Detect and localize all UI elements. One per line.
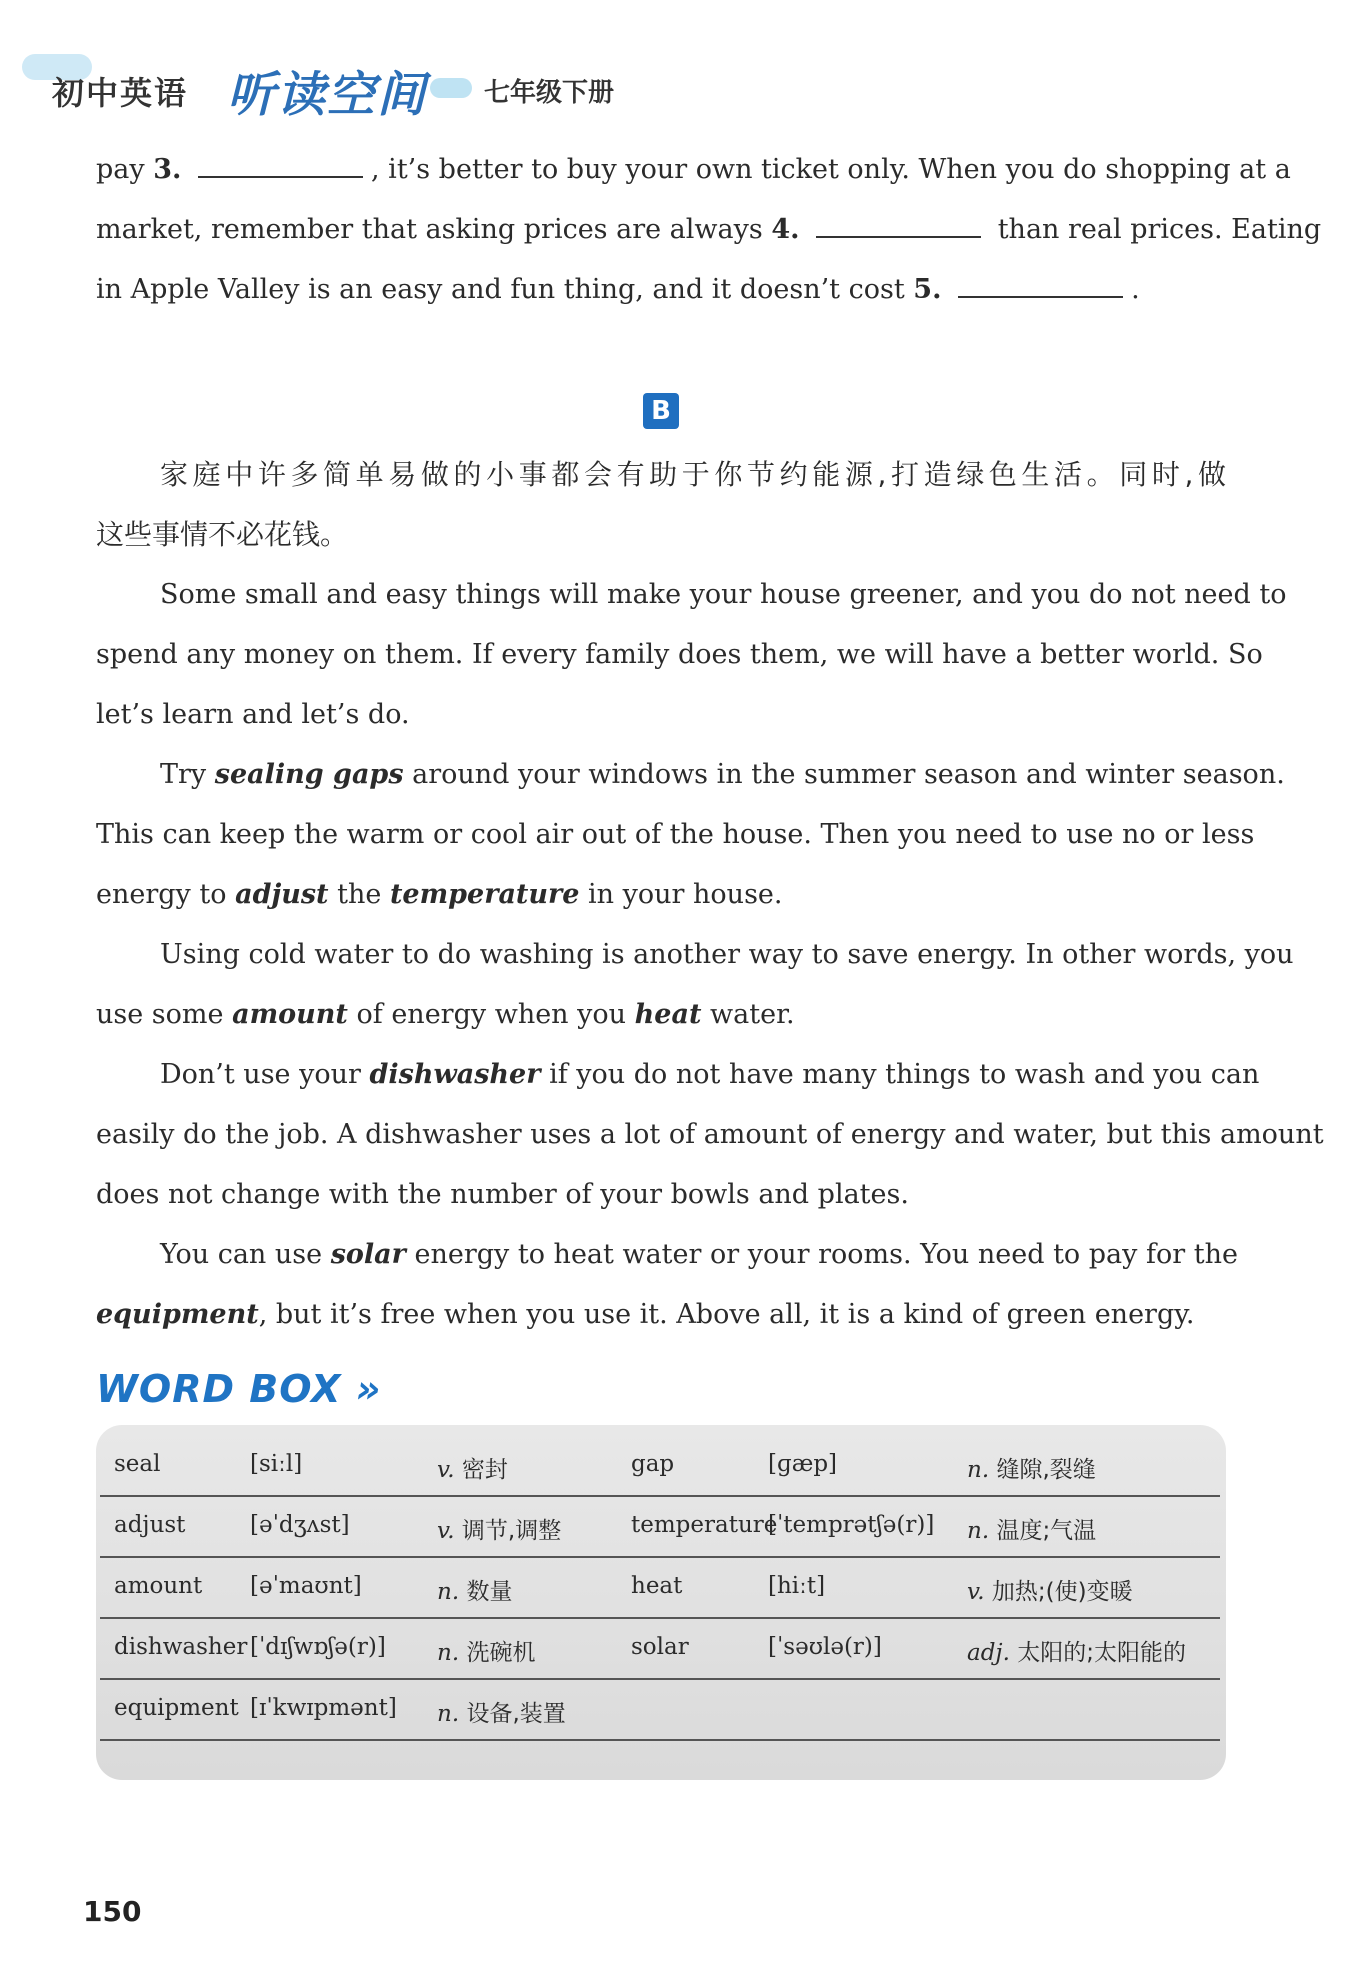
blank-number: 5. bbox=[913, 274, 942, 305]
vocab-highlight: solar bbox=[330, 1239, 406, 1270]
brand-logo: 听读空间 bbox=[227, 67, 428, 123]
text-line: This can keep the warm or cool air out of the house. Then you need to use no or less bbox=[96, 819, 1255, 850]
text-line: equipment, but it’s free when you use it. Above all, it is a kind of green energy. bbox=[96, 1299, 1195, 1330]
grade-label: 七年级下册 bbox=[484, 78, 615, 108]
part-a-continued bbox=[96, 140, 1322, 320]
intro-zh-line: 家庭中许多简单易做的小事都会有助于你节约能源,打造绿色生活。同时,做 bbox=[160, 458, 1226, 491]
table-row: seal [siːl] v. 密封 gap [ɡæp] n. 缝隙,裂缝 bbox=[100, 1435, 1220, 1497]
vocab-highlight: sealing gaps bbox=[214, 759, 404, 790]
answer-blank-4[interactable] bbox=[816, 212, 981, 238]
page-number: 150 bbox=[83, 1895, 142, 1928]
section-b-text bbox=[96, 445, 1324, 1345]
text-line: use some amount of energy when you heat water. bbox=[96, 999, 795, 1030]
cloud-decoration-icon bbox=[430, 78, 472, 98]
text-line: let’s learn and let’s do. bbox=[96, 699, 410, 730]
series-title: 初中英语 bbox=[52, 74, 189, 112]
page-header bbox=[22, 50, 1222, 130]
answer-blank-3[interactable] bbox=[198, 152, 363, 178]
intro-zh-line: 这些事情不必花钱。 bbox=[96, 518, 349, 551]
text-line: Using cold water to do washing is another way to save energy. In other words, you bbox=[160, 939, 1294, 970]
table-row: equipment [ɪˈkwɪpmənt] n. 设备,装置 bbox=[100, 1679, 1220, 1741]
text-line: Don’t use your dishwasher if you do not have many things to wash and you can bbox=[160, 1059, 1260, 1090]
text-line: in Apple Valley is an easy and fun thing, and it doesn’t cost 5. . bbox=[96, 274, 1140, 305]
text-line: easily do the job. A dishwasher uses a lot of amount of energy and water, but this amount bbox=[96, 1119, 1324, 1150]
blank-number: 4. bbox=[771, 214, 800, 245]
text-line: pay 3. , it’s better to buy your own ticket only. When you do shopping at a bbox=[96, 154, 1291, 185]
word-box-title: WORD BOX » bbox=[96, 1367, 382, 1411]
text-line: Some small and easy things will make your house greener, and you do not need to bbox=[160, 579, 1287, 610]
vocab-highlight: amount bbox=[232, 999, 348, 1030]
word-box-table bbox=[96, 1425, 1226, 1780]
answer-blank-5[interactable] bbox=[958, 272, 1123, 298]
table-row: amount [əˈmaʊnt] n. 数量 heat [hiːt] v. 加热;(使)变暖 bbox=[100, 1557, 1220, 1619]
vocab-highlight: equipment bbox=[96, 1299, 259, 1330]
section-b-badge: B bbox=[643, 393, 679, 429]
text-line: energy to adjust the temperature in your house. bbox=[96, 879, 783, 910]
text-line: Try sealing gaps around your windows in the summer season and winter season. bbox=[160, 759, 1285, 790]
text-line: You can use solar energy to heat water or your rooms. You need to pay for the bbox=[160, 1239, 1238, 1270]
table-row: adjust [əˈdʒʌst] v. 调节,调整 temperature [ˈtemprətʃə(r)] n. 温度;气温 bbox=[100, 1496, 1220, 1558]
blank-number: 3. bbox=[153, 154, 182, 185]
vocab-highlight: adjust bbox=[235, 879, 329, 910]
vocab-highlight: temperature bbox=[389, 879, 580, 910]
table-row: dishwasher [ˈdɪʃwɒʃə(r)] n. 洗碗机 solar [ˈsəʊlə(r)] adj. 太阳的;太阳能的 bbox=[100, 1618, 1220, 1680]
text-line: does not change with the number of your bowls and plates. bbox=[96, 1179, 909, 1210]
text-line: market, remember that asking prices are always 4. than real prices. Eating bbox=[96, 214, 1322, 245]
text-line: spend any money on them. If every family does them, we will have a better world. So bbox=[96, 639, 1263, 670]
vocab-highlight: heat bbox=[634, 999, 702, 1030]
vocab-highlight: dishwasher bbox=[369, 1059, 541, 1090]
